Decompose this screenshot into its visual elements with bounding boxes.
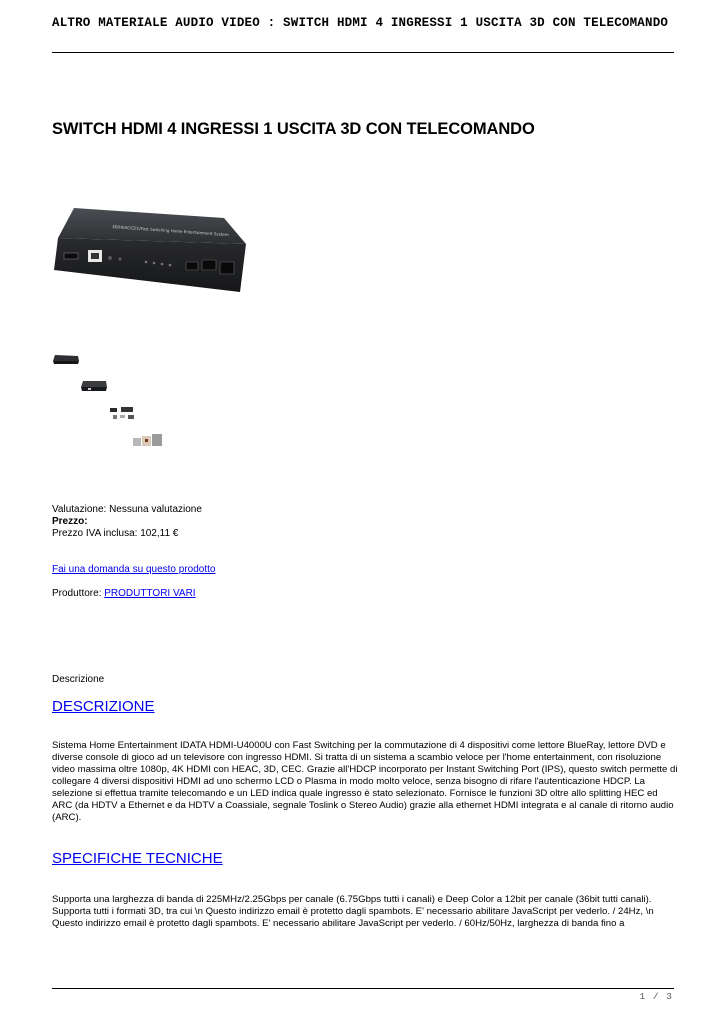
page-title: SWITCH HDMI 4 INGRESSI 1 USCITA 3D CON TELECOMANDO [52,120,535,138]
manufacturer-link[interactable]: PRODUTTORI VARI [104,588,196,599]
header-rule [52,52,674,53]
product-main-image[interactable] [52,192,248,328]
page-number: 1 / 3 [639,991,673,1002]
manufacturer-label: Produttore: [52,588,105,599]
product-thumbnail-3[interactable] [108,404,136,422]
description-text: Sistema Home Entertainment IDATA HDMI-U4000U con Fast Switching per la commutazione di 4 dispositivi come lettore BlueRay, lettore DVD e diverse console di gioco ad un televisore con ingresso HDMI. Si tratta di un sistema a scambio veloce per l'home entertainment, con risoluzione video massima oltre 1080p, 4K HDMI con HEAC, 3D, CEC. Grazie all'HDCP incorporato per Instant Switching Port (IPS), questo switch permette di collegare 4 diversi dispositivi HDMI ad uno schermo LCD o Plasma in modo molto veloce, senza bisogno di rifare l'autenticazione HDCP. La selezione si effettua tramite telecomando e un LED indica quale ingresso è stato selezionato. Fornisce le funzioni 3D oltre allo splitting HEC ed ARC (da HDTV a Ethernet e da HDTV a Coassiale, segnale Toslink o Stereo Audio) grazie alla ethernet HDMI integrata e al canale di ritorno audio (ARC). [52,740,678,823]
footer-rule [52,988,674,989]
product-thumbnail-1[interactable] [52,352,80,366]
description-label: Descrizione [52,674,105,685]
specs-text: Supporta una larghezza di banda di 225MHz/2.25Gbps per canale (6.75Gbps tutti i canali) e Deep Color a 12bit per canale (36bit tutti canali). Supporta tutti i formati 3D, tra cui \n Questo indirizzo email è protetto dagli spambots. E' necessario abilitare JavaScript per vederlo. / 24Hz, \n Questo indirizzo email è protetto dagli spambots. E' necessario abilitare JavaScript per vederlo. / 60Hz/50Hz, larghezza di banda fino a [52,894,654,929]
device-label: 3D/HEAC/CEC/Fast Switching Home Entertainment System [111,224,229,238]
price-label: Prezzo: [52,516,88,527]
description-heading[interactable]: DESCRIZIONE [52,698,155,715]
rating: Valutazione: Nessuna valutazione [52,504,202,515]
product-thumbnail-2[interactable] [80,378,108,394]
price-value: Prezzo IVA inclusa: 102,11 € [52,528,179,539]
running-header: ALTRO MATERIALE AUDIO VIDEO : SWITCH HDMI 4 INGRESSI 1 USCITA 3D CON TELECOMANDO [52,16,669,30]
ask-question-link[interactable]: Fai una domanda su questo prodotto [52,564,216,575]
product-thumbnail-4[interactable] [132,432,164,450]
specs-heading[interactable]: SPECIFICHE TECNICHE [52,850,223,867]
